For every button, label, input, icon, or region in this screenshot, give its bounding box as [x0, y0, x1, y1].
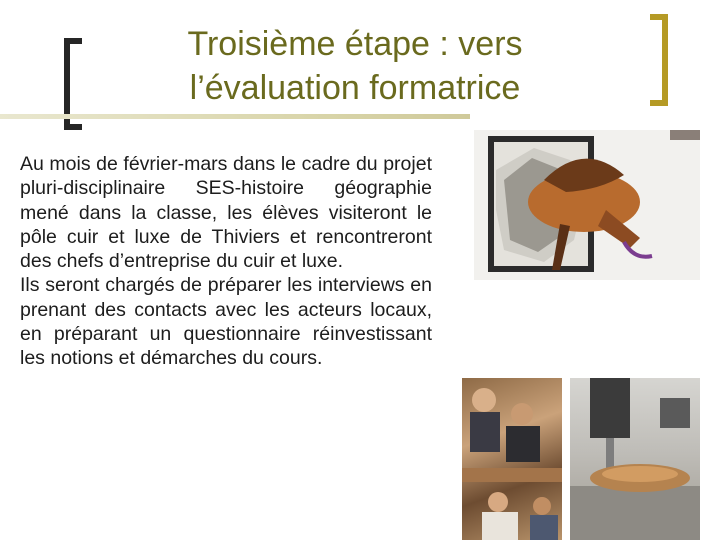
photo-divider	[562, 378, 570, 540]
sewing-machine-photo	[570, 378, 700, 540]
leather-workshop-image	[462, 378, 700, 540]
title-underline-decoration	[0, 114, 470, 119]
right-bracket-decoration	[650, 14, 668, 106]
workshop-people-photo	[462, 378, 562, 540]
slide-body-text	[20, 152, 432, 371]
title-line-2: l’évaluation formatrice	[189, 69, 521, 107]
saddle-artwork-drawing	[474, 130, 700, 280]
body-paragraph-1: Au mois de février-mars dans le cadre du projet pluri-disciplinaire SES-histoire géographie mené dans la classe, les élèves visiteront le pôle cuir et luxe de Thiviers et rencontreront des chefs d’entreprise du cuir et luxe.	[20, 153, 432, 273]
title-line-1: Troisième étape : vers	[187, 25, 523, 63]
body-paragraph-2: Ils seront chargés de préparer les interviews en prenant des contacts avec les acteurs locaux, en préparant un questionnaire réinvestissant les notions et démarches du cours.	[20, 274, 432, 370]
slide-title	[120, 22, 590, 110]
saddle-artwork-image	[474, 130, 700, 280]
